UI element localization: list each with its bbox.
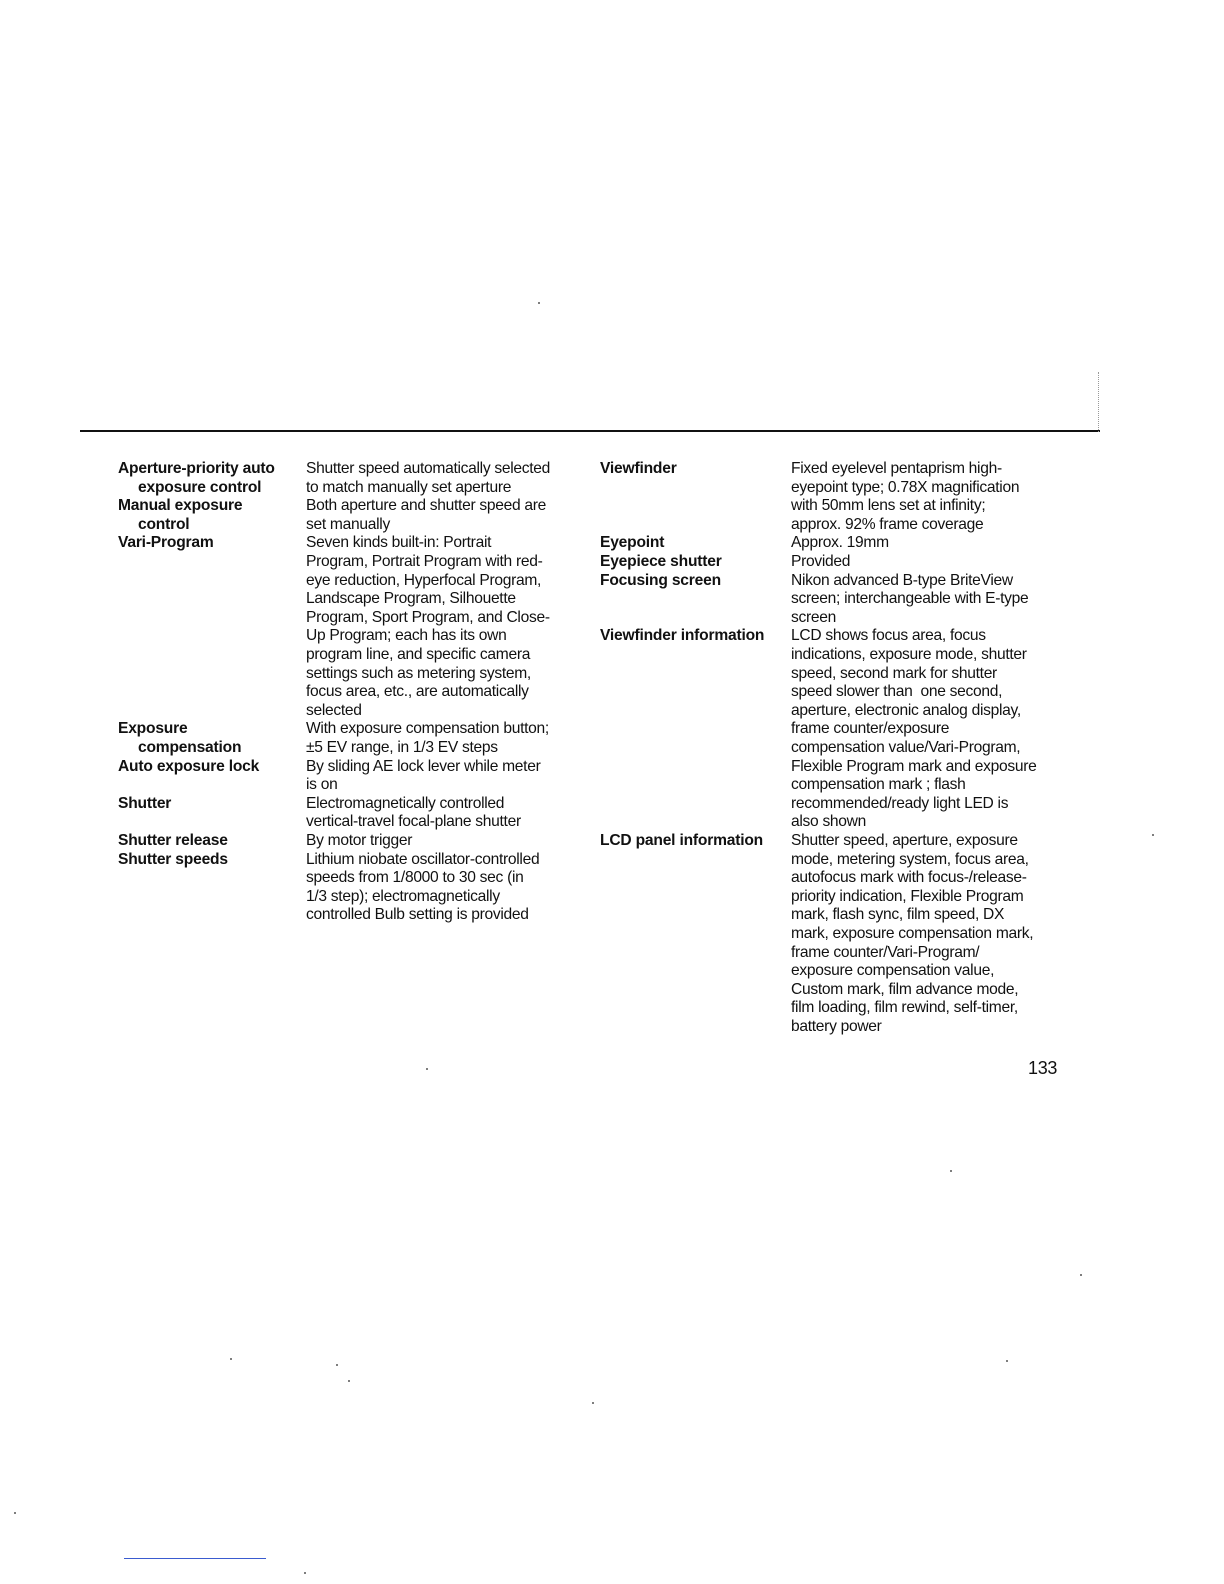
spec-value-line: Landscape Program, Silhouette bbox=[306, 590, 516, 608]
spec-value bbox=[791, 572, 1071, 628]
spec-value-line: LCD shows focus area, focus bbox=[791, 627, 986, 645]
spec-value bbox=[791, 627, 1071, 832]
scan-speck bbox=[304, 1572, 306, 1574]
spec-value bbox=[306, 851, 586, 925]
spec-value-line: set manually bbox=[306, 515, 390, 533]
spec-value-line: also shown bbox=[791, 813, 867, 831]
spec-value bbox=[306, 534, 586, 720]
spec-value-line: speed, second mark for shutter bbox=[791, 664, 997, 682]
spec-value-line: indications, exposure mode, shutter bbox=[791, 645, 1027, 663]
scan-speck bbox=[592, 1402, 594, 1404]
spec-label bbox=[118, 851, 298, 870]
scan-speck bbox=[1080, 1274, 1082, 1276]
spec-value-line: focus area, etc., are automatically bbox=[306, 683, 529, 701]
spec-value bbox=[306, 460, 586, 497]
spec-value bbox=[791, 553, 1071, 572]
spec-label bbox=[118, 497, 298, 534]
spec-label-line: Manual exposure bbox=[118, 497, 243, 515]
spec-label bbox=[600, 460, 785, 479]
spec-value-line: screen bbox=[791, 608, 837, 626]
spec-label-line: LCD panel information bbox=[600, 832, 763, 849]
spec-value-line: exposure compensation value, bbox=[791, 962, 995, 980]
scan-speck bbox=[950, 1170, 952, 1172]
spec-value-line: Approx. 19mm bbox=[791, 534, 889, 552]
spec-label-line: Viewfinder information bbox=[600, 627, 765, 645]
spec-label-line: Shutter speeds bbox=[118, 850, 228, 868]
spec-value-line: frame counter/exposure bbox=[791, 720, 950, 738]
spec-label-line: Focusing screen bbox=[600, 571, 721, 589]
spec-value-line: priority indication, Flexible Program bbox=[791, 887, 1024, 905]
spec-value-line: Seven kinds built-in: Portrait bbox=[306, 534, 492, 552]
spec-value-line: compensation value/Vari-Program, bbox=[791, 738, 1021, 756]
spec-label-line: control bbox=[138, 515, 190, 533]
spec-value-line: By sliding AE lock lever while meter bbox=[306, 757, 541, 775]
spec-value-line: Both aperture and shutter speed are bbox=[306, 497, 547, 515]
spec-label-line: Exposure bbox=[118, 720, 188, 738]
margin-mark bbox=[1098, 372, 1099, 432]
spec-value bbox=[306, 720, 586, 757]
header-rule bbox=[80, 430, 1100, 432]
spec-value-line: speed slower than one second, bbox=[791, 683, 1003, 701]
spec-value-line: ±5 EV range, in 1/3 EV steps bbox=[306, 738, 498, 756]
spec-value-line: with 50mm lens set at infinity; bbox=[791, 497, 986, 515]
spec-value-line: program line, and specific camera bbox=[306, 645, 531, 663]
spec-value-line: frame counter/Vari-Program/ bbox=[791, 943, 980, 961]
spec-value-line: mark, flash sync, film speed, DX bbox=[791, 906, 1005, 924]
spec-label-line: Viewfinder bbox=[600, 460, 677, 477]
spec-label bbox=[600, 534, 785, 553]
scan-speck bbox=[1006, 1360, 1008, 1362]
spec-value-line: to match manually set aperture bbox=[306, 478, 512, 496]
spec-label-line: Aperture-priority auto bbox=[118, 460, 275, 477]
spec-value-line: battery power bbox=[791, 1017, 882, 1035]
footer-line bbox=[124, 1558, 266, 1559]
spec-label bbox=[600, 553, 785, 572]
spec-value-line: eye reduction, Hyperfocal Program, bbox=[306, 571, 542, 589]
spec-value-line: Electromagnetically controlled bbox=[306, 794, 505, 812]
spec-label bbox=[118, 832, 298, 851]
spec-value-line: Shutter speed automatically selected bbox=[306, 460, 551, 477]
scan-speck bbox=[426, 1068, 428, 1070]
scan-speck bbox=[538, 302, 540, 304]
spec-label-line: Eyepiece shutter bbox=[600, 553, 722, 570]
spec-value-line: eyepoint type; 0.78X magnification bbox=[791, 478, 1020, 496]
spec-value-line: Lithium niobate oscillator-controlled bbox=[306, 850, 540, 868]
spec-label-line: Vari-Program bbox=[118, 534, 214, 552]
spec-value-line: Program, Portrait Program with red- bbox=[306, 552, 543, 570]
spec-value-line: By motor trigger bbox=[306, 832, 413, 849]
spec-value-line: mode, metering system, focus area, bbox=[791, 850, 1029, 868]
spec-value bbox=[791, 832, 1071, 1037]
spec-label bbox=[118, 534, 298, 553]
spec-value-line: settings such as metering system, bbox=[306, 664, 531, 682]
scan-speck bbox=[348, 1380, 350, 1382]
page-number: 133 bbox=[1028, 1058, 1058, 1078]
spec-label bbox=[118, 720, 298, 757]
spec-label bbox=[600, 832, 785, 851]
spec-label-line: Eyepoint bbox=[600, 534, 665, 552]
spec-value-line: Flexible Program mark and exposure bbox=[791, 757, 1037, 775]
spec-value-line: aperture, electronic analog display, bbox=[791, 701, 1021, 719]
spec-value-line: Nikon advanced B-type BriteView bbox=[791, 571, 1013, 589]
spec-label-line: compensation bbox=[138, 738, 242, 756]
spec-value-line: controlled Bulb setting is provided bbox=[306, 906, 529, 924]
spec-value-line: speeds from 1/8000 to 30 sec (in bbox=[306, 869, 524, 887]
spec-value-line: autofocus mark with focus-/release- bbox=[791, 869, 1027, 887]
spec-label-line: Shutter release bbox=[118, 832, 228, 849]
spec-value-line: Program, Sport Program, and Close- bbox=[306, 608, 550, 626]
spec-value-line: Fixed eyelevel pentaprism high- bbox=[791, 460, 1002, 477]
spec-label-line: Auto exposure lock bbox=[118, 757, 260, 775]
spec-value-line: vertical-travel focal-plane shutter bbox=[306, 813, 521, 831]
spec-value-line: compensation mark ; flash bbox=[791, 776, 966, 794]
spec-value bbox=[306, 758, 586, 795]
spec-label bbox=[118, 795, 298, 814]
spec-value-line: Provided bbox=[791, 553, 851, 570]
spec-value-line: film loading, film rewind, self-timer, bbox=[791, 999, 1018, 1017]
spec-value bbox=[306, 832, 586, 851]
spec-value bbox=[306, 497, 586, 534]
spec-label bbox=[118, 460, 298, 497]
spec-value-line: screen; interchangeable with E-type bbox=[791, 590, 1029, 608]
spec-label bbox=[600, 572, 785, 591]
spec-value-line: selected bbox=[306, 701, 362, 719]
spec-value-line: Custom mark, film advance mode, bbox=[791, 980, 1019, 998]
spec-label-line: Shutter bbox=[118, 794, 172, 812]
spec-value bbox=[791, 460, 1071, 534]
scan-speck bbox=[1152, 834, 1154, 836]
spec-label-line: exposure control bbox=[138, 478, 262, 496]
spec-value-line: 1/3 step); electromagnetically bbox=[306, 887, 500, 905]
spec-label bbox=[600, 627, 785, 646]
scan-speck bbox=[14, 1512, 16, 1514]
spec-value-line: recommended/ready light LED is bbox=[791, 794, 1009, 812]
spec-value-line: mark, exposure compensation mark, bbox=[791, 924, 1034, 942]
spec-value-line: With exposure compensation button; bbox=[306, 720, 549, 738]
spec-label bbox=[118, 758, 298, 777]
spec-value-line: Shutter speed, aperture, exposure bbox=[791, 832, 1018, 849]
spec-value-line: Up Program; each has its own bbox=[306, 627, 507, 645]
scan-speck bbox=[336, 1364, 338, 1366]
spec-value bbox=[791, 534, 1071, 553]
spec-value bbox=[306, 795, 586, 832]
spec-value-line: approx. 92% frame coverage bbox=[791, 515, 984, 533]
spec-value-line: is on bbox=[306, 776, 338, 794]
scan-speck bbox=[230, 1358, 232, 1360]
